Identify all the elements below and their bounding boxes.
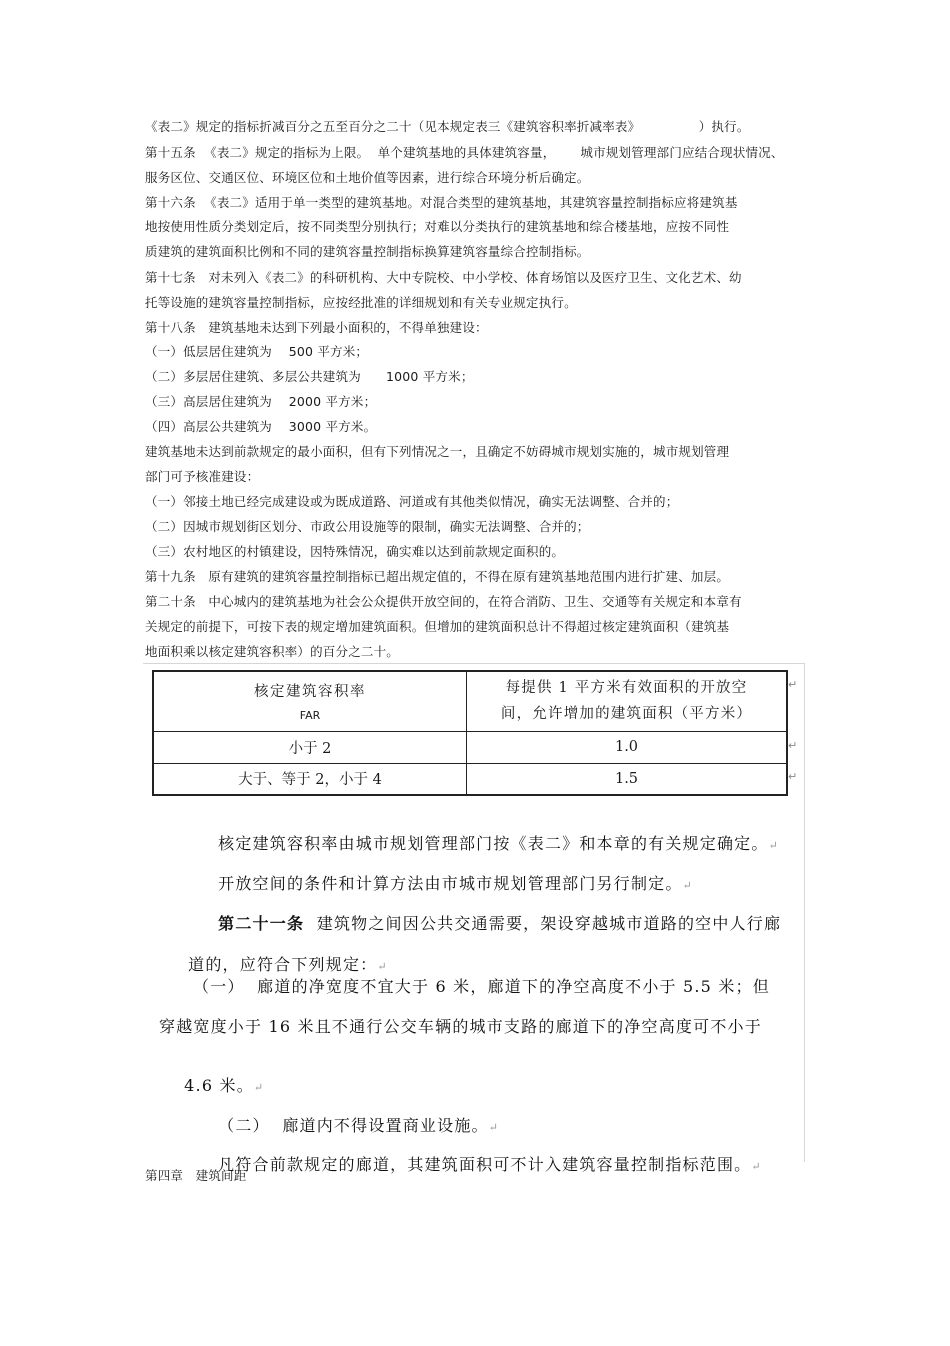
text-line: （四）高层公共建筑为 3000 平方米。 — [145, 419, 377, 434]
cell-end-mark: ↵ — [788, 739, 798, 752]
text-line: 第二十条 中心城内的建筑基地为社会公众提供开放空间的，在符合消防、卫生、交通等有关规定和本章有 — [145, 594, 742, 609]
text-line: 第十九条 原有建筑的建筑容量控制指标已超出规定值的，不得在原有建筑基地范围内进行扩建、加层。 — [145, 569, 730, 584]
return-mark: ↵ — [253, 1081, 264, 1094]
return-mark: ↵ — [768, 839, 778, 852]
text-line: （一）邻接土地已经完成建设或为既成道路、河道或有其他类似情况，确实无法调整、合并的； — [145, 494, 679, 509]
article-21-title: 第二十一条 — [218, 914, 305, 933]
cell-end-mark: ↵ — [788, 770, 798, 783]
text-line: （二）多层居住建筑、多层公共建筑为 1000 平方米； — [145, 369, 474, 384]
text-line: 第十七条 对未列入《表二》的科研机构、大中专院校、中小学校、体育场馆以及医疗卫生、文化艺术、幼 — [145, 270, 742, 285]
text-line: 部门可予核准建设： — [145, 469, 260, 484]
paragraph-far-determination: 核定建筑容积率由城市规划管理部门按《表二》和本章的有关规定确定。↵ — [218, 834, 778, 853]
return-mark: ↵ — [751, 1160, 761, 1173]
embedded-scan-region — [143, 663, 805, 1174]
text-line: （一）低层居住建筑为 500 平方米； — [145, 344, 369, 359]
increase-value-cell: 1.5 — [467, 763, 788, 795]
text-line: 《表二》规定的指标折减百分之五至百分之二十（见本规定表三《建筑容积率折减率表》 ）执行。 — [145, 119, 750, 134]
header-far-label: 核定建筑容积率 — [254, 684, 366, 701]
item-1-line-3: 4.6 米。↵ — [184, 1076, 264, 1095]
text-line: 地面积乘以核定建筑容积率）的百分之二十。 — [145, 644, 400, 659]
text-line: （二）因城市规划街区划分、市政公用设施等的限制，确实无法调整、合并的； — [145, 519, 590, 534]
far-range-cell: 小于 2 — [153, 731, 467, 763]
header-increase-line1: 每提供 1 平方米有效面积的开放空 — [505, 680, 748, 697]
cell-end-mark: ↵ — [788, 678, 798, 691]
table-row — [153, 763, 787, 795]
text-line: 第十八条 建筑基地未达到下列最小面积的，不得单独建设： — [145, 320, 488, 335]
increase-value-cell: 1.0 — [467, 731, 788, 763]
text-line: 托等设施的建筑容量控制指标，应按经批准的详细规划和有关专业规定执行。 — [145, 295, 577, 310]
article-21-heading: 第二十一条 建筑物之间因公共交通需要，架设穿越城市道路的空中人行廊 — [218, 914, 782, 933]
chapter-heading: 第四章 建筑间距 — [145, 1168, 247, 1183]
text-line: 第十六条 《表二》适用于单一类型的建筑基地。对混合类型的建筑基地，其建筑容量控制指标应将建筑基 — [145, 195, 738, 210]
far-range-cell: 大于、等于 2，小于 4 — [153, 763, 467, 795]
paragraph-corridor-area: 凡符合前款规定的廊道，其建筑面积可不计入建筑容量控制指标范围。↵ — [218, 1155, 761, 1174]
text-line: 关规定的前提下，可按下表的规定增加建筑面积。但增加的建筑面积总计不得超过核定建筑面积（建筑基 — [145, 619, 730, 634]
text-line: 第十五条 《表二》规定的指标为上限。 单个建筑基地的具体建筑容量， 城市规划管理部门应结合现状情况、 — [145, 145, 784, 160]
return-mark: ↵ — [377, 960, 387, 973]
header-far-sublabel: FAR — [299, 709, 321, 723]
text-line: 服务区位、交通区位、环境区位和土地价值等因素，进行综合环境分析后确定。 — [145, 170, 590, 185]
item-1-line-1: （一） 廊道的净宽度不宜大于 6 米，廊道下的净空高度不小于 5.5 米；但 — [193, 977, 770, 996]
text-line: 地按使用性质分类划定后，按不同类型分别执行；对难以分类执行的建筑基地和综合楼基地，应按不同性 — [145, 219, 730, 234]
return-mark: ↵ — [488, 1121, 498, 1134]
header-far-cell — [153, 671, 467, 731]
header-increase-line2: 间，允许增加的建筑面积（平方米） — [500, 706, 753, 723]
item-1-line-2: 穿越宽度小于 16 米且不通行公交车辆的城市支路的廊道下的净空高度可不小于 — [159, 1017, 762, 1036]
far-table — [152, 670, 788, 796]
text-line: （三）农村地区的村镇建设，因特殊情况，确实难以达到前款规定面积的。 — [145, 544, 565, 559]
text-line: （三）高层居住建筑为 2000 平方米； — [145, 394, 377, 409]
item-2: （二） 廊道内不得设置商业设施。↵ — [218, 1116, 498, 1135]
table-header-row — [153, 671, 787, 731]
article-21-continuation: 道的，应符合下列规定：↵ — [188, 955, 387, 974]
header-increase-cell — [467, 671, 788, 731]
text-line: 质建筑的建筑面积比例和不同的建筑容量控制指标换算建筑容量综合控制指标。 — [145, 244, 590, 259]
return-mark: ↵ — [682, 879, 692, 892]
paragraph-open-space-rules: 开放空间的条件和计算方法由市城市规划管理部门另行制定。↵ — [218, 874, 692, 893]
table-row — [153, 731, 787, 763]
text-line: 建筑基地未达到前款规定的最小面积，但有下列情况之一，且确定不妨碍城市规划实施的，城市规划管理 — [145, 444, 730, 459]
